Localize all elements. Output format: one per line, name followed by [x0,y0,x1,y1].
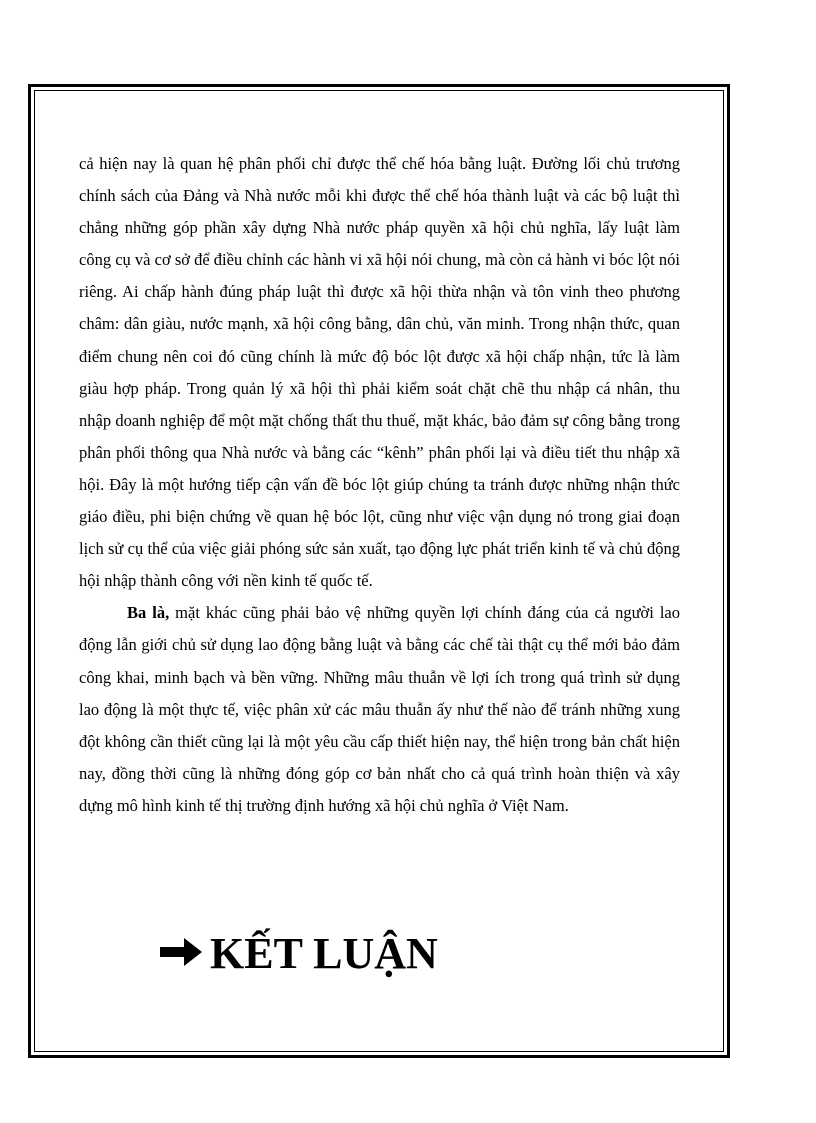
right-arrow-icon [160,924,204,984]
heading-text: KẾT LUẬN [210,929,438,978]
paragraph-2-body: mặt khác cũng phải bảo vệ những quyền lợi chính đáng của cả người lao động lẫn giới chủ sử dụng lao động bằng luật và bằng các chế tài thật cụ thể mới bảo đảm công khai, minh bạch và bền vững. Những mâu thuẫn về lợi ích trong quá trình sử dụng lao động là một thực tế, việc phân xử các mâu thuẫn ấy như thế nào để tránh những xung đột không cần thiết cũng lại là một yêu cầu cấp thiết hiện nay, thể hiện trong bản chất hiện nay, đồng thời cũng là những đóng góp cơ bản nhất cho cả quá trình hoàn thiện và xây dựng mô hình kinh tế thị trường định hướng xã hội chủ nghĩa ở Việt Nam. [79,603,680,815]
paragraph-2-lead: Ba là, [127,603,170,623]
paragraph-1: cả hiện nay là quan hệ phân phối chỉ được thể chế hóa bằng luật. Đường lối chủ trương chính sách của Đảng và Nhà nước mỗi khi được thể chế hóa thành luật và các bộ luật thì chẳng những góp phần xây dựng Nhà nước pháp quyền xã hội chủ nghĩa, lấy luật làm công cụ và cơ sở để điều chỉnh các hành vi xã hội nói chung, mà còn cả hành vi bóc lột nói riêng. Ai chấp hành đúng pháp luật thì được xã hội thừa nhận và tôn vinh theo phương châm: dân giàu, nước mạnh, xã hội công bằng, dân chủ, văn minh. Trong nhận thức, quan điểm chung nên coi đó cũng chính là mức độ bóc lột được xã hội chấp nhận, tức là làm giàu hợp pháp. Trong quản lý xã hội thì phải kiểm soát chặt chẽ thu nhập cá nhân, thu nhập doanh nghiệp để một mặt chống thất thu thuế, mặt khác, bảo đảm sự công bằng trong phân phối thông qua Nhà nước và bằng các “kênh” phân phối lại và điều tiết thu nhập xã hội. Đây là một hướng tiếp cận vấn đề bóc lột giúp chúng ta tránh được những nhận thức giáo điều, phi biện chứng về quan hệ bóc lột, cũng như việc vận dụng nó trong giai đoạn lịch sử cụ thể của việc giải phóng sức sản xuất, tạo động lực phát triển kinh tế và chủ động hội nhập thành công với nền kinh tế quốc tế. [79,154,680,591]
paragraph-2 [79,597,680,822]
document-body [79,148,680,822]
section-heading [160,924,438,988]
